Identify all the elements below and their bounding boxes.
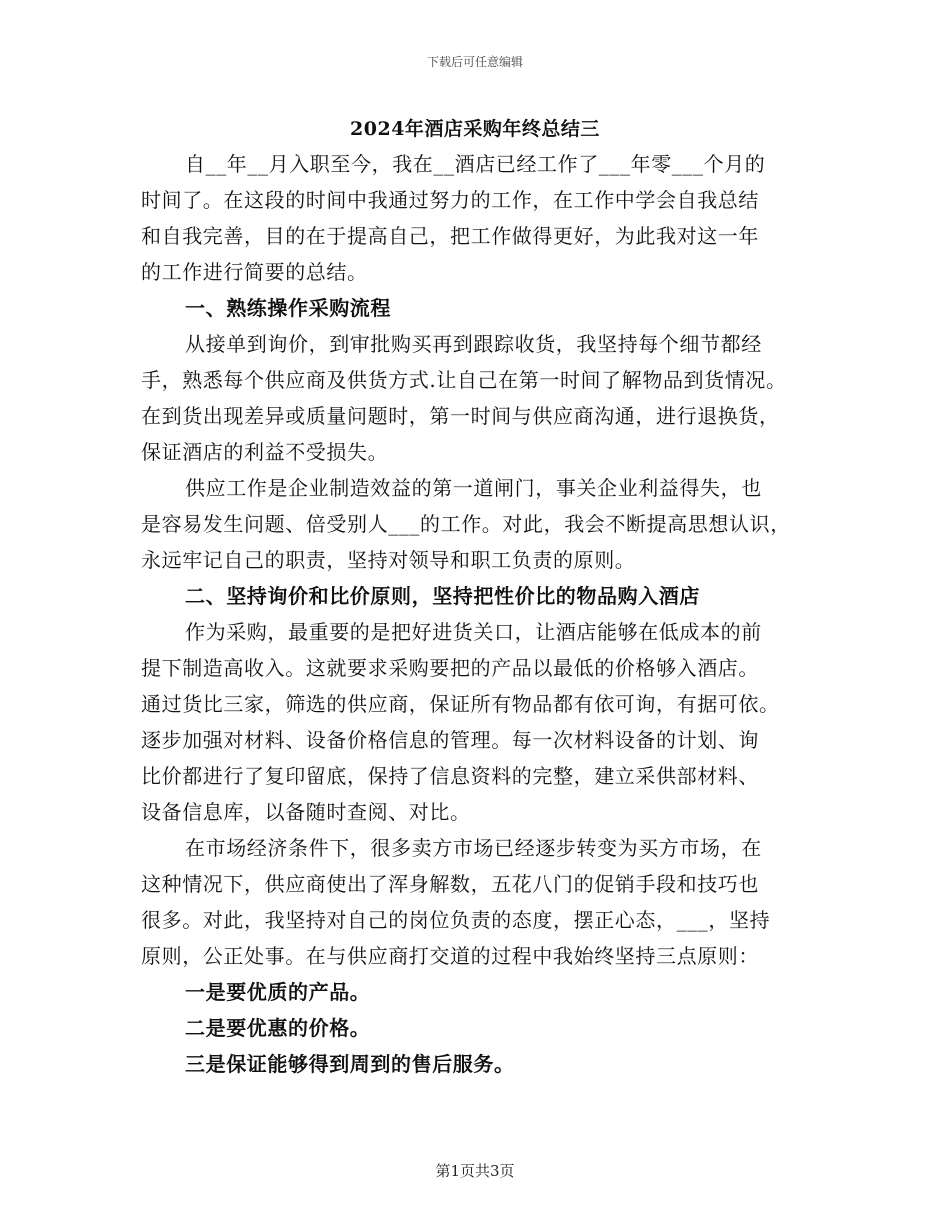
paragraph-line: 在市场经济条件下，很多卖方市场已经逐步转变为买方市场，在	[185, 836, 762, 860]
section-heading-line: 二、坚持询价和比价原则，坚持把性价比的物品购入酒店	[185, 584, 700, 608]
document-body	[141, 146, 806, 1082]
section-heading-line: 一是要优质的产品。	[185, 980, 371, 1004]
paragraph-line: 保证酒店的利益不受损失。	[141, 440, 389, 464]
paragraph-line: 很多。对此，我坚持对自己的岗位负责的态度，摆正心态，___，坚持	[141, 908, 771, 932]
paragraph-line: 比价都进行了复印留底，保持了信息资料的完整，建立采供部材料、	[141, 764, 759, 788]
paragraph-line: 自__年__月入职至今，我在__酒店已经工作了___年零___个月的	[185, 152, 766, 176]
paragraph-line: 从接单到询价，到审批购买再到跟踪收货，我坚持每个细节都经	[185, 332, 762, 356]
paragraph-line: 是容易发生问题、倍受别人___的工作。对此，我会不断提高思想认识，	[141, 512, 791, 536]
paragraph-line: 时间了。在这段的时间中我通过努力的工作，在工作中学会自我总结	[141, 188, 759, 212]
section-heading-line: 二是要优惠的价格。	[185, 1016, 371, 1040]
paragraph-line: 永远牢记自己的职责，坚持对领导和职工负责的原则。	[141, 548, 636, 572]
section-heading-line: 三是保证能够得到周到的售后服务。	[185, 1052, 515, 1076]
paragraph-line: 在到货出现差异或质量问题时，第一时间与供应商沟通，进行退换货，	[141, 404, 780, 428]
paragraph-line: 逐步加强对材料、设备价格信息的管理。每一次材料设备的计划、询	[141, 728, 759, 752]
paragraph-line: 这种情况下，供应商使出了浑身解数，五花八门的促销手段和技巧也	[141, 872, 759, 896]
paragraph-line: 供应工作是企业制造效益的第一道闸门，事关企业利益得失，也	[185, 476, 762, 500]
paragraph-line: 的工作进行简要的总结。	[141, 260, 368, 284]
section-heading-line: 一、熟练操作采购流程	[185, 296, 391, 320]
page-footer: 第1页共3页	[435, 1162, 515, 1180]
paragraph-line: 和自我完善，目的在于提高自己，把工作做得更好，为此我对这一年	[141, 224, 759, 248]
paragraph-line: 设备信息库，以备随时查阅、对比。	[141, 800, 471, 824]
paragraph-line: 提下制造高收入。这就要求采购要把的产品以最低的价格够入酒店。	[141, 656, 759, 680]
paragraph-line: 手，熟悉每个供应商及供货方式.让自己在第一时间了解物品到货情况。	[141, 368, 787, 392]
paragraph-line: 原则，公正处事。在与供应商打交道的过程中我始终坚持三点原则：	[141, 944, 759, 968]
paragraph-line: 作为采购，最重要的是把好进货关口，让酒店能够在低成本的前	[185, 620, 762, 644]
header-note: 下载后可任意编辑	[426, 55, 523, 69]
paragraph-line: 通过货比三家，筛选的供应商，保证所有物品都有依可询，有据可依。	[141, 692, 780, 716]
document-title: 2024年酒店采购年终总结三	[350, 118, 600, 140]
